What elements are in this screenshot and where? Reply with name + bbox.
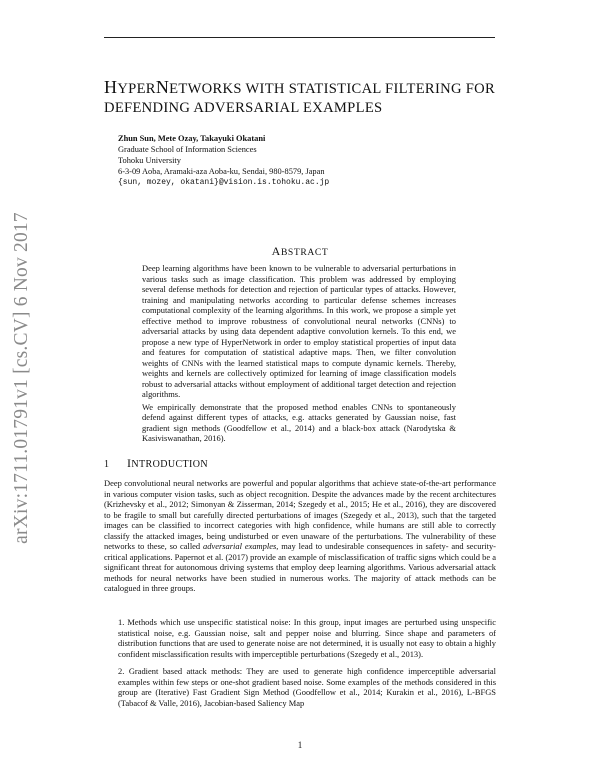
title-line-2: DEFENDING ADVERSARIAL EXAMPLES: [104, 100, 383, 116]
affiliation: Graduate School of Information Sciences: [118, 145, 257, 154]
author-names: Zhun Sun, Mete Ozay, Takayuki Okatani: [118, 134, 266, 143]
list-item: 2. Gradient based attack methods: They are used to generate high confidence imperceptible adversarial examples within few steps or one-shot gradient based noise. Some examples of the methods considered in this group are (Iterative) Fast Gradient Sign Method (Goodfellow et al., 2014; Kurakin et al., 2016), L-BFGS (Tabacof & Valle, 2016), Jacobian-based Saliency Map: [118, 666, 496, 708]
section-number: 1: [104, 459, 110, 470]
introduction-body: [104, 478, 496, 594]
top-rule: [104, 37, 495, 38]
university: Tohoku University: [118, 156, 181, 165]
abstract: [142, 263, 456, 444]
arxiv-stamp-text: arXiv:1711.01791v1 [cs.CV] 6 Nov 2017: [11, 211, 32, 544]
attack-methods-list: [118, 617, 496, 715]
intro-paragraph-1: Deep convolutional neural networks are powerful and popular algorithms that achieve state-of-the-art performance in various computer vision tasks, such as object recognition. Despite the advances made by the recent architectures (Krizhevsky et al., 2012; Simonyan & Zisserman, 2014; Szegedy et al., 2015; He et al., 2016), they are discovered to be fragile to small but carefully directed perturbations of images (Szegedy et al., 2013), such that the targeted images can be classified to incorrect categories with high confidence, while humans are still able to correctly classify the attacked images, being undisturbed or even unaware of the perturbations. The vulnerability of these networks to these, so called adversarial examples, may lead to undesirable consequences in safety- and security-critical applications. Papernot et al. (2017) provide an example of misclassification of traffic signs which could be a significant threat for autonomous driving systems that employ deep learning algorithms. Various adversarial attack methods for neural networks have been studied in numerous works. The majority of attack methods can be catalogued in three groups.: [104, 478, 496, 593]
address: 6-3-09 Aoba, Aramaki-aza Aoba-ku, Sendai, 980-8579, Japan: [118, 167, 325, 176]
emphasis-adversarial-examples: adversarial examples: [203, 541, 277, 551]
author-block: [118, 133, 498, 188]
section-heading: 1 INTRODUCTION: [104, 456, 209, 470]
abstract-heading: ABSTRACT: [271, 244, 329, 258]
email: {sun, mozey, okatani}@vision.is.tohoku.ac.jp: [118, 178, 330, 187]
page-number: 1: [297, 740, 303, 750]
title-line-1: HYPERNETWORKS WITH STATISTICAL FILTERING FOR: [104, 77, 496, 97]
abstract-paragraph-1: Deep learning algorithms have been known to be vulnerable to adversarial perturbations in various tasks such as image classification. This problem was addressed by employing several defense methods for detection and rejection of particular types of attacks. However, training and manipulating networks according to particular defense schemes increases computational complexity of the learning algorithms. In this work, we propose a simple yet effective method to improve robustness of convolutional neural networks (CNNs) to adversarial attacks by using data dependent adaptive convolution kernels. To this end, we propose a new type of HyperNetwork in order to employ statistical properties of input data and features for computation of statistical adaptive maps. Then, we filter convolution weights of CNNs with the learned statistical maps to compute dynamic kernels. Thereby, weights and kernels are collectively optimized for learning of image classification models robust to adversarial attacks without employment of additional target detection and rejection algorithms.: [142, 263, 456, 399]
list-item: 1. Methods which use unspecific statistical noise: In this group, input images are perturbed using unspecific statistical noise, e.g. Gaussian noise, salt and pepper noise and blurring. Since shape and parameters of distribution functions that are used to generate noise are not determined, it is usually not easy to obtain a highly confident misclassification results with imperceptible perturbations (Szegedy et al., 2013).: [118, 617, 496, 659]
paper-title: [104, 78, 504, 118]
abstract-paragraph-2: We empirically demonstrate that the proposed method enables CNNs to spontaneously defend against different types of attacks, e.g. attacks generated by Gaussian noise, fast gradient sign methods (Goodfellow et al., 2014) and a black-box attack (Narodytska & Kasiviswanathan, 2016).: [142, 401, 456, 443]
